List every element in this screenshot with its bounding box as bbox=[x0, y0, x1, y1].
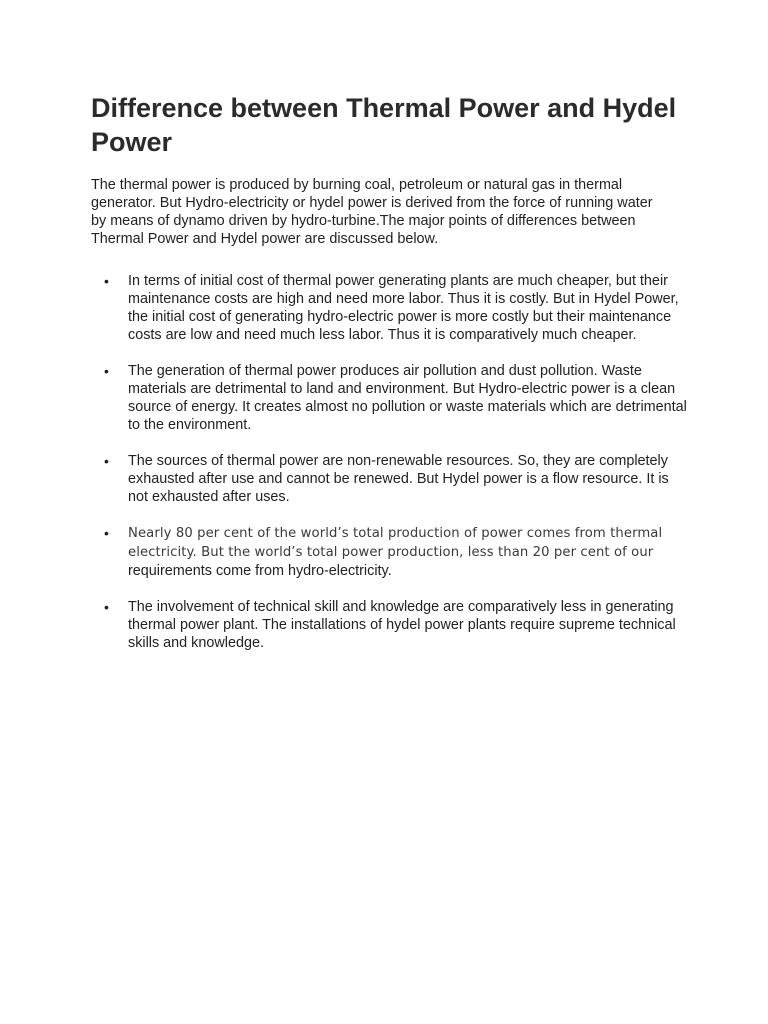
page-title: Difference between Thermal Power and Hydel Power bbox=[91, 93, 677, 157]
list-item bbox=[91, 362, 691, 434]
list-item-text: The sources of thermal power are non-renewable resources. So, they are completely exhausted after use and cannot be renewed. But Hydel power is a flow resource. It is not exhausted after uses. bbox=[128, 453, 669, 505]
list-item-text: The generation of thermal power produces air pollution and dust pollution. Waste materials are detrimental to land and environment. But Hydro-electric power is a clean source of energy. It creates almost no pollution or waste materials which are detrimental to the environment. bbox=[128, 363, 687, 433]
list-item bbox=[91, 452, 691, 506]
list-item bbox=[91, 272, 691, 344]
list-item bbox=[91, 598, 691, 652]
bullet-icon: • bbox=[104, 599, 109, 615]
bullet-icon: • bbox=[104, 525, 109, 541]
bullet-icon: • bbox=[104, 273, 109, 289]
list-item bbox=[91, 524, 691, 580]
intro-paragraph: The thermal power is produced by burning coal, petroleum or natural gas in thermal generator. But Hydro-electricity or hydel power is derived from the force of running water by means of dynamo driven by hydro-turbine.The major points of differences between Thermal Power and Hydel power are discussed below. bbox=[91, 177, 653, 247]
differences-list bbox=[91, 272, 691, 670]
list-item-text-tail: requirements come from hydro-electricity. bbox=[128, 563, 392, 579]
list-item-text: The involvement of technical skill and knowledge are comparatively less in generating thermal power plant. The installations of hydel power plants require supreme technical skills and knowledge. bbox=[128, 599, 676, 651]
bullet-icon: • bbox=[104, 453, 109, 469]
list-item-text: Nearly 80 per cent of the world’s total production of power comes from thermal electricity. But the world’s total power production, less than 20 per cent of our bbox=[128, 526, 663, 560]
list-item-text: In terms of initial cost of thermal power generating plants are much cheaper, but their maintenance costs are high and need more labor. Thus it is costly. But in Hydel Power, the initial cost of generating hydro-electric power is more costly but their maintenance costs are low and need much less labor. Thus it is comparatively much cheaper. bbox=[128, 273, 679, 343]
bullet-icon: • bbox=[104, 363, 109, 379]
